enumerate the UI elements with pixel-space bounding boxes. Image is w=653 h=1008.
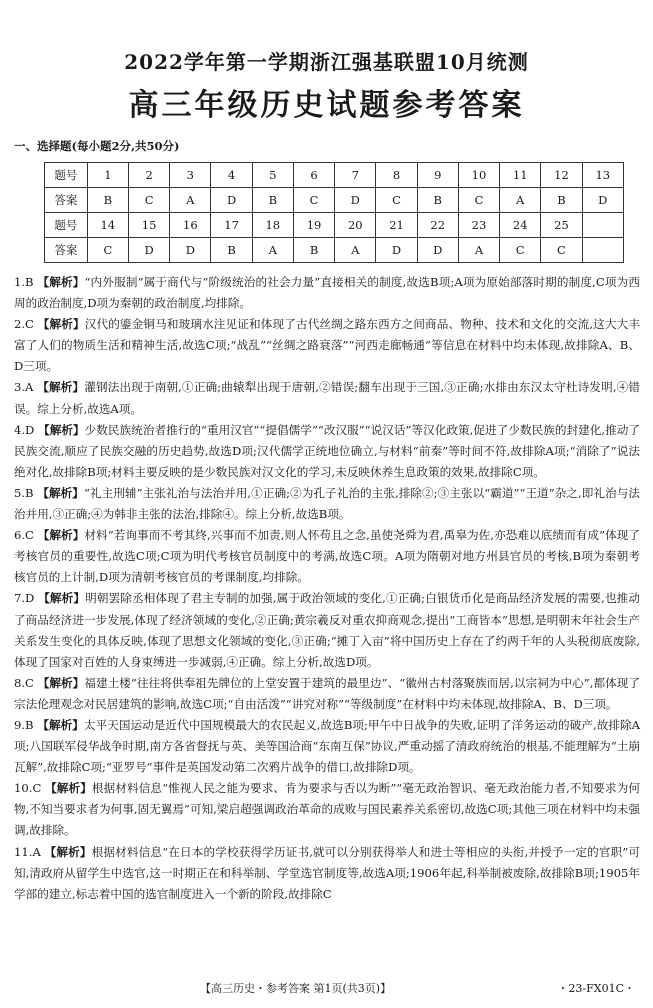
table-cell: D (128, 238, 169, 263)
explanation-item (14, 314, 640, 377)
table-cell: C (541, 238, 582, 263)
explanation-item (14, 673, 640, 715)
table-cell: 15 (128, 213, 169, 238)
table-row-label: 答案 (45, 238, 88, 263)
table-cell: B (417, 188, 458, 213)
document-title-line2: 高三年级历史试题参考答案 (128, 88, 525, 123)
table-cell: 17 (211, 213, 252, 238)
explanation-item (14, 715, 640, 778)
table-cell: 8 (376, 163, 417, 188)
table-cell: 22 (417, 213, 458, 238)
question-answer-number: 11.A (14, 844, 41, 859)
analysis-tag: 【解析】 (37, 317, 85, 332)
table-cell: 21 (376, 213, 417, 238)
analysis-tag: 【解析】 (37, 485, 84, 500)
explanation-item (14, 588, 640, 672)
explanation-item (14, 842, 640, 905)
explanation-text: 汉代的鎏金铜马和玻璃水注见证和体现了古代丝绸之路东西方之间商品、物种、技术和文化的交流,这大大丰富了人们的物质生活和精神生活,故选C项;“战乱”“丝绸之路衰落”“河西走廊畅通”等信息在材料中均未体现,故排除A、B、D三项。 (14, 317, 640, 374)
table-cell: C (87, 238, 128, 263)
table-cell: C (458, 188, 499, 213)
table-cell: D (582, 188, 623, 213)
explanation-item (14, 377, 640, 419)
table-cell: A (500, 188, 541, 213)
table-row-label: 题号 (45, 213, 88, 238)
explanation-text: 根据材料信息“惟视人民之能为要求、肯为要求与否以为断”“毫无政治智识、毫无政治能力者,不知要求为何物,不知当要求者为何事,固无翼焉”可知,梁启超强调政治革命的成败与国民素养关系密切,故选C项;其他三项在材料中均未强调,故排除。 (14, 781, 640, 838)
table-cell: D (211, 188, 252, 213)
table-cell: 7 (335, 163, 376, 188)
document-title-line1: 2022学年第一学期浙江强基联盟10月统测 (124, 50, 529, 74)
table-cell: 5 (252, 163, 293, 188)
explanation-item (14, 483, 640, 525)
footer-code: ・23-FX01C・ (557, 982, 635, 995)
question-answer-number: 5.B (14, 485, 34, 500)
section-heading: 一、选择题(每小题2分,共50分) (14, 139, 180, 153)
explanation-text: 灌钢法出现于南朝,①正确;曲辕犁出现于唐朝,②错误;翻车出现于三国,③正确;水排由东汉太守杜诗发明,④错误。综上分析,故选A项。 (14, 380, 640, 416)
explanation-text: 福建土楼“往往将供奉祖先牌位的上堂安置于建筑的最里边”、“徽州古村落聚族而居,以宗祠为中心”,都体现了宗法伦理观念对民居建筑的影响,故选C项;“自由活泼”“讲究对称”“等级制度”在材料中均未体现,故排除A、B、D三项。 (14, 675, 640, 711)
table-row-label: 答案 (45, 188, 88, 213)
table-cell: 14 (87, 213, 128, 238)
table-row-numbers (45, 163, 624, 188)
table-cell: 4 (211, 163, 252, 188)
explanation-text: 少数民族统治者推行的“重用汉官”“提倡儒学”“改汉服”“说汉话”等汉化政策,促进了少数民族的封建化,推动了民族交流,顺应了民族交融的历史趋势,故选D项;汉代儒学正统地位确立,与材料“前秦”等时间不符,故排除A项;“消除了”说法绝对化,故排除B项;材料主要反映的是少数民族对汉文化的学习,未反映休养生息政策的效果,故排除C项。 (14, 422, 640, 479)
table-cell: C (128, 188, 169, 213)
explanation-text: “内外服制”属于商代与“阶级统治的社会力量”直接相关的制度,故选B项;A项为原始部落时期的制度,C项为西周的政治制度,D项为秦朝的政治制度,均排除。 (14, 275, 640, 311)
explanation-text: 根据材料信息“在日本的学校获得学历证书,就可以分别获得举人和进士等相应的头衔,并授予一定的官职”可知,清政府从留学生中选官,这一时期正在和科举制、学堂选官制度等,故选A项;1906年起,科举制被废除,故排除B项;1905年学部的建立,标志着中国的选官制度进入一个新的阶段,故排除C (14, 844, 640, 901)
analysis-tag: 【解析】 (37, 380, 85, 395)
table-cell: 25 (541, 213, 582, 238)
table-cell: A (335, 238, 376, 263)
table-cell: 10 (458, 163, 499, 188)
table-cell: B (87, 188, 128, 213)
question-answer-number: 10.C (14, 781, 42, 796)
question-answer-number: 9.B (14, 717, 34, 732)
question-answer-number: 4.D (14, 422, 35, 437)
table-cell: 20 (335, 213, 376, 238)
table-row-answers (45, 188, 624, 213)
table-cell: A (170, 188, 211, 213)
analysis-tag: 【解析】 (37, 717, 84, 732)
analysis-tag: 【解析】 (45, 781, 92, 796)
question-answer-number: 7.D (14, 591, 35, 606)
table-cell: 9 (417, 163, 458, 188)
table-cell: A (252, 238, 293, 263)
footer-page-info: 【高三历史・参考答案 第1页(共3页)】 (200, 982, 392, 995)
explanation-text: 材料“若询事而不考其终,兴事而不加责,则人怀苟且之念,虽使尧舜为君,禹皋为佐,亦恐难以底绩而有成”体现了考核官员的重要性,故选C项;C项为明代考核官员制度中的考满,故选C项。A项为隋朝对地方州县官员的考核,B项为秦朝考核官员的上计制,D项为清朝考核官员的考课制度,均排除。 (14, 528, 640, 585)
analysis-tag: 【解析】 (44, 844, 92, 859)
table-cell: B (293, 238, 334, 263)
table-cell: C (293, 188, 334, 213)
question-answer-number: 6.C (14, 528, 34, 543)
table-cell: B (541, 188, 582, 213)
table-cell: 1 (87, 163, 128, 188)
table-cell: D (335, 188, 376, 213)
explanation-item (14, 420, 640, 483)
table-cell: 19 (293, 213, 334, 238)
explanation-item (14, 525, 640, 588)
table-cell: 11 (500, 163, 541, 188)
table-row-numbers (45, 213, 624, 238)
table-cell: D (170, 238, 211, 263)
table-cell: 18 (252, 213, 293, 238)
explanation-text: 明朝罢除丞相体现了君主专制的加强,属于政治领域的变化,①正确;白银货币化是商品经济发展的需要,也推动了商品经济进一步发展,体现了经济领域的变化,②正确;黄宗羲反对重农抑商观念,提出“工商皆本”思想,是明朝末年社会生产关系发生变化的具体反映,体现了思想文化领域的变化,③正确;“摊丁入亩”将中国历史上存在了约两千年的人头税彻底废除,体现了国家对百姓的人身束缚进一步减弱,④正确。综上分析,故选D项。 (14, 591, 640, 669)
table-cell: 12 (541, 163, 582, 188)
table-cell: 24 (500, 213, 541, 238)
table-row-answers (45, 238, 624, 263)
table-cell: 23 (458, 213, 499, 238)
analysis-tag: 【解析】 (37, 675, 85, 690)
analysis-tag: 【解析】 (38, 591, 86, 606)
table-cell: 16 (170, 213, 211, 238)
table-cell: D (417, 238, 458, 263)
table-cell: 3 (170, 163, 211, 188)
table-cell: D (376, 238, 417, 263)
question-answer-number: 8.C (14, 675, 34, 690)
table-cell: C (376, 188, 417, 213)
table-cell: A (458, 238, 499, 263)
analysis-tag: 【解析】 (38, 422, 85, 437)
question-answer-number: 1.B (14, 275, 34, 289)
explanation-text: 太平天国运动是近代中国规模最大的农民起义,故选B项;甲午中日战争的失败,证明了洋务运动的破产,故排除A项;八国联军侵华战争时期,南方各省督抚与英、美等国洽商“东南互保”协议,严重动摇了清政府统治的根基,不能理解为“土崩瓦解”,故排除C项;“亚罗号”事件是英国发动第二次鸦片战争的借口,故排除D项。 (14, 717, 640, 775)
question-answer-number: 2.C (14, 317, 34, 332)
table-cell (582, 238, 623, 263)
table-cell: 6 (293, 163, 334, 188)
table-cell (582, 213, 623, 238)
explanation-item (14, 272, 640, 314)
question-answer-number: 3.A (14, 380, 34, 395)
explanations-list (14, 272, 640, 905)
answer-table (44, 162, 624, 263)
table-cell: C (500, 238, 541, 263)
analysis-tag: 【解析】 (37, 275, 85, 289)
explanation-item (14, 778, 640, 841)
table-cell: B (252, 188, 293, 213)
table-cell: 13 (582, 163, 623, 188)
explanation-text: “礼主刑辅”主张礼治与法治并用,①正确;②为孔子礼治的主张,排除②;③主张以“霸道”“王道”杂之,即礼治与法治并用,③正确;④为韩非主张的法治,排除④。综上分析,故选B项。 (14, 485, 640, 522)
table-cell: B (211, 238, 252, 263)
analysis-tag: 【解析】 (37, 528, 85, 543)
table-row-label: 题号 (45, 163, 88, 188)
table-cell: 2 (128, 163, 169, 188)
